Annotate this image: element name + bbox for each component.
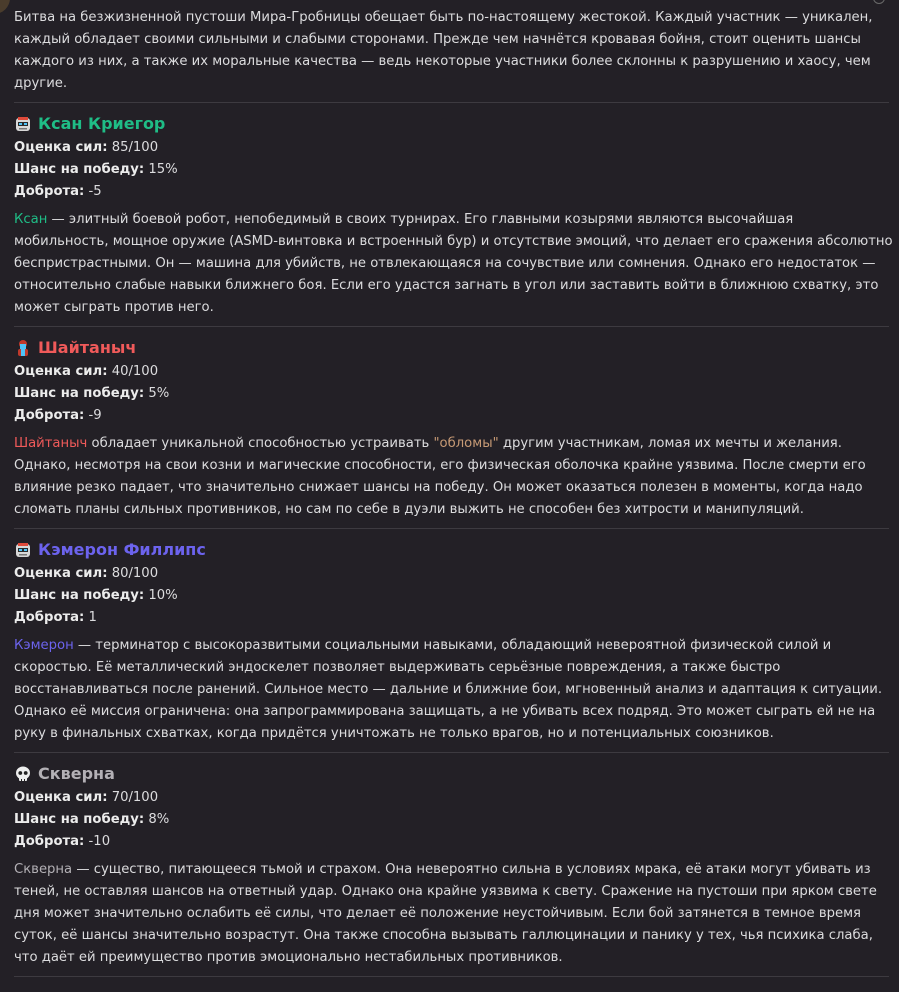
character-section bbox=[14, 752, 889, 969]
description-text: что даёт ей преимущество против эмоционально нестабильных противников. bbox=[14, 950, 563, 965]
highlighted-text: Скверна bbox=[14, 862, 73, 877]
description-text: руку в финальных схватках, когда придётся уничтожать не только врагов, но и потенциальных союзников. bbox=[14, 726, 774, 741]
power-stat bbox=[14, 361, 889, 383]
description-text: относительно слабые навыки ближнего боя. Если его удастся загнать в угол или заставить войти в ближнюю схватку, это bbox=[14, 278, 879, 293]
win-chance-stat-value: 15% bbox=[148, 162, 178, 177]
character-heading bbox=[14, 537, 889, 563]
mage-icon bbox=[14, 339, 32, 357]
win-chance-stat-value: 8% bbox=[148, 812, 170, 827]
description-text: мобильность, мощное оружие (ASMD-винтовка и встроенный бур) и отсутствие эмоций, что делает его сражения абсолютно bbox=[14, 234, 893, 249]
win-chance-stat-value: 5% bbox=[148, 386, 170, 401]
description-line bbox=[14, 701, 889, 723]
character-list bbox=[14, 102, 893, 977]
description-text: — элитный боевой робот, непобедимый в своих турнирах. Его главными козырями являются высочайшая bbox=[47, 212, 794, 227]
kindness-stat-value: 1 bbox=[88, 610, 97, 625]
description-line bbox=[14, 635, 889, 657]
character-description bbox=[14, 635, 889, 745]
win-chance-stat bbox=[14, 383, 889, 405]
character-name: Скверна bbox=[38, 764, 115, 783]
win-chance-stat-label: Шанс на победу: bbox=[14, 162, 145, 177]
divider bbox=[14, 528, 889, 529]
description-text: Однако, несмотря на свои козни и магические способности, его физическая оболочка крайне уязвима. После смерти его bbox=[14, 458, 866, 473]
kindness-stat-value: -10 bbox=[88, 834, 111, 849]
kindness-stat bbox=[14, 405, 889, 427]
description-text: восстанавливаться после ранений. Сильное место — дальние и ближние бои, мгновенный анализ и адаптация к ситуации. bbox=[14, 682, 883, 697]
character-heading bbox=[14, 761, 889, 787]
description-text: влияние резко падает, что значительно снижает шансы на победу. Он может оказаться полезен в моменты, когда надо bbox=[14, 480, 863, 495]
kindness-stat-label: Доброта: bbox=[14, 610, 85, 625]
header-icon[interactable] bbox=[873, 0, 885, 4]
description-line bbox=[14, 297, 889, 319]
description-text: сломать планы сильных противников, но сам по себе в дуэли выжить не способен без хитрости и манипуляций. bbox=[14, 502, 804, 517]
power-stat bbox=[14, 137, 889, 159]
character-name: Ксан Криегор bbox=[38, 114, 166, 133]
kindness-stat-label: Доброта: bbox=[14, 834, 85, 849]
description-line bbox=[14, 275, 889, 297]
description-text: теней, не оставляя шансов на ответный удар. Однако она крайне уязвима к свету. Сражение на пустоши при ярком свете bbox=[14, 884, 877, 899]
character-name: Кэмерон Филлипс bbox=[38, 540, 206, 559]
kindness-stat-value: -5 bbox=[88, 184, 102, 199]
divider bbox=[14, 102, 889, 103]
character-section bbox=[14, 528, 889, 745]
description-line bbox=[14, 499, 889, 521]
description-line bbox=[14, 657, 889, 679]
description-text: беспристрастными. Он — машина для убийств, не отвлекающаяся на сочувствие или сомнения. Однако его недостаток — bbox=[14, 256, 876, 271]
description-line bbox=[14, 881, 889, 903]
win-chance-stat bbox=[14, 809, 889, 831]
author-avatar[interactable] bbox=[0, 0, 10, 14]
character-description bbox=[14, 209, 893, 319]
description-line bbox=[14, 477, 889, 499]
power-stat-label: Оценка сил: bbox=[14, 790, 108, 805]
power-stat-label: Оценка сил: bbox=[14, 566, 108, 581]
highlighted-text: "обломы" bbox=[433, 436, 499, 451]
skull-icon bbox=[14, 765, 32, 783]
power-stat-value: 70/100 bbox=[111, 790, 159, 805]
description-text: — терминатор с высокоразвитыми социальными навыками, обладающий невероятной физической силой и bbox=[73, 638, 832, 653]
description-line bbox=[14, 947, 889, 969]
power-stat bbox=[14, 563, 889, 585]
character-name: Шайтаныч bbox=[38, 338, 137, 357]
description-line bbox=[14, 433, 889, 455]
description-line bbox=[14, 209, 889, 231]
description-line bbox=[14, 231, 893, 253]
robot-icon bbox=[14, 541, 32, 559]
character-description bbox=[14, 859, 889, 969]
divider bbox=[14, 326, 889, 327]
intro-line: каждого из них, а также их моральные качества — ведь некоторые участники более склонны к разрушению и хаосу, чем bbox=[14, 54, 871, 69]
description-text: может сыграть против него. bbox=[14, 300, 214, 315]
kindness-stat-label: Доброта: bbox=[14, 184, 85, 199]
intro-line: другие. bbox=[14, 76, 68, 91]
character-heading bbox=[14, 111, 889, 137]
description-line bbox=[14, 859, 889, 881]
intro-paragraph bbox=[14, 7, 889, 95]
kindness-stat bbox=[14, 181, 889, 203]
description-line bbox=[14, 723, 889, 745]
win-chance-stat bbox=[14, 159, 889, 181]
win-chance-stat-value: 10% bbox=[148, 588, 178, 603]
robot-icon bbox=[14, 115, 32, 133]
kindness-stat bbox=[14, 607, 889, 629]
description-line bbox=[14, 679, 889, 701]
kindness-stat bbox=[14, 831, 889, 853]
description-text: Однако её миссия ограничена: она запрограммирована защищать, а не убивать всех подряд. Это может сыграть ей не на bbox=[14, 704, 876, 719]
description-line bbox=[14, 925, 889, 947]
divider bbox=[14, 752, 889, 753]
win-chance-stat-label: Шанс на победу: bbox=[14, 812, 145, 827]
description-text: — существо, питающееся тьмой и страхом. Она невероятно сильна в условиях мрака, её атаки могут убивать из bbox=[72, 862, 871, 877]
description-line bbox=[14, 253, 889, 275]
highlighted-text: Кэмерон bbox=[14, 638, 74, 653]
highlighted-text: Шайтаныч bbox=[14, 436, 88, 451]
intro-line: Битва на безжизненной пустоши Мира-Гробницы обещает быть по-настоящему жестокой. Каждый участник — уникален, bbox=[14, 10, 873, 25]
divider bbox=[14, 976, 889, 977]
description-text: скоростью. Её металлический эндоскелет позволяет выдерживать серьёзные повреждения, а также быстро bbox=[14, 660, 781, 675]
description-text: обладает уникальной способностью устраивать bbox=[87, 436, 434, 451]
win-chance-stat bbox=[14, 585, 889, 607]
power-stat bbox=[14, 787, 889, 809]
description-line bbox=[14, 455, 889, 477]
character-heading bbox=[14, 335, 889, 361]
win-chance-stat-label: Шанс на победу: bbox=[14, 588, 145, 603]
character-section bbox=[14, 102, 893, 319]
description-line bbox=[14, 903, 889, 925]
power-stat-value: 80/100 bbox=[111, 566, 159, 581]
kindness-stat-value: -9 bbox=[88, 408, 102, 423]
description-text: другим участникам, ломая их мечты и желания. bbox=[498, 436, 842, 451]
kindness-stat-label: Доброта: bbox=[14, 408, 85, 423]
power-stat-value: 40/100 bbox=[111, 364, 159, 379]
description-text: суток, её шансы значительно возрастут. Она также способна вызывать галлюцинации и панику у тех, чья психика слаба, bbox=[14, 928, 873, 943]
win-chance-stat-label: Шанс на победу: bbox=[14, 386, 145, 401]
description-text: дня может значительно ослабить её силы, что делает её положение неустойчивым. Если бой затянется в темное время bbox=[14, 906, 861, 921]
highlighted-text: Ксан bbox=[14, 212, 48, 227]
power-stat-label: Оценка сил: bbox=[14, 364, 108, 379]
character-section bbox=[14, 326, 889, 521]
power-stat-value: 85/100 bbox=[111, 140, 159, 155]
power-stat-label: Оценка сил: bbox=[14, 140, 108, 155]
character-description bbox=[14, 433, 889, 521]
intro-line: каждый обладает своими сильными и слабыми сторонами. Прежде чем начнётся кровавая бойня, стоит оценить шансы bbox=[14, 32, 861, 47]
